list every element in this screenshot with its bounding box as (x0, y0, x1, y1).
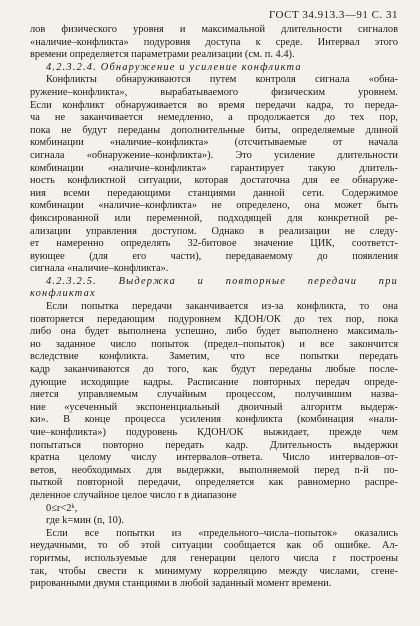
text-line: Если конфликт обнаруживается во время передачи кадра, то переда- (30, 99, 398, 111)
text-line: 4.2.3.2.5. Выдержка и повторные передачи при (46, 275, 398, 287)
text-line: фиксированной или переменной, подходящей для конкретной ре- (30, 212, 398, 224)
text-line: сигнала «наличие–конфликта». (30, 263, 169, 275)
document-body (30, 24, 398, 591)
text-line: Если попытка передачи заканчивается из-за конфликта, то она (46, 301, 398, 313)
text-line: ружение–конфликта», вырабатываемого физическим уровнем. (30, 86, 398, 98)
text-line: ет намеренно определять 32-битовое значение ЦИК, соответст- (30, 238, 398, 250)
text-line: времени определяется параметрами реализации (см. п. 4.4). (30, 49, 295, 61)
text-line: деленное случайное целое число r в диапазоне (30, 489, 237, 501)
text-line: ния всеми передающими станциями данной сети. Содержимое (30, 187, 398, 199)
text-line: ность конфликтной ситуации, которая достаточна для ее обнаруже- (30, 175, 398, 187)
text-line: ляется управляемым случайным процессом, получившим назва- (30, 389, 398, 401)
text-line: кадр заканчиваются до того, как будут переданы любые после- (30, 364, 398, 376)
text-line: неудачными, то об этой ситуации сообщается как об ошибке. Ал- (30, 540, 398, 552)
text-line: либо она будет выполнена успешно, либо будет выполнено максималь- (30, 326, 398, 338)
text-line: Конфликты обнаруживаются путем контроля сигнала «обна- (46, 74, 398, 86)
text-line: комбинации «наличие–конфликта» не определено, она может быть (30, 200, 398, 212)
text-line: ча не заканчивается немедленно, а продолжается до тех пор, (30, 112, 398, 124)
text-line: пыткой повторной передачи, определяется как равномерно распре- (30, 477, 398, 489)
text-line: комбинации «наличие–конфликта» гарантирует такую длитель- (30, 162, 398, 174)
text-line: Если все попытки из «предельного–числа–попыток» оказались (46, 527, 398, 539)
text-line: горитмы, используемые для генерации целого числа r построены (30, 552, 398, 564)
text-line: «наличие–конфликта» подуровня доступа к среде. Интервал этого (30, 36, 398, 48)
text-line: дующие исходящие кадры. Расписание повторных передач опреде- (30, 376, 398, 388)
text-line: ализации управления доступом. Однако в реализации не следу- (30, 225, 398, 237)
text-line: но заданное число попыток (предел–попыток) и все закончится (30, 338, 398, 350)
text-line: так, чтобы свести к минимуму корреляцию между числами, сгене- (30, 565, 398, 577)
text-line: пока не будут переданы дополнительные биты, определяемые длиной (30, 124, 398, 136)
text-line: ветов, необходимых для выдержки, выполняемой перед n-й по- (30, 464, 398, 476)
text-line: чие–конфликта») подуровень КДОН/ОК выжидает, прежде чем (30, 427, 398, 438)
text-line: попытаться повторно передать кадр. Длительность выдержки (30, 439, 398, 451)
text-line: комбинации «наличие–конфликта» (отсчитываемые от начала (30, 137, 398, 149)
text-line: кратна целому числу интервалов–ответа. Число интервалов–от- (30, 452, 398, 464)
text-line: где k=мин (n, 10). (46, 515, 124, 527)
text-line: вующее (для его части), передаваемому до появления (30, 250, 398, 262)
text-line: конфликтах (30, 288, 96, 300)
text-line: повторяется передающим подуровнем КДОН/ОК до тех пор, пока (30, 313, 398, 325)
text-line: 4.2.3.2.4. Обнаружение и усиление конфликта (46, 61, 302, 73)
text-line: лов физического уровня и максимальной длительности сигналов (30, 24, 398, 35)
text-line: вследствие конфликта. Заметим, что все попытки передать (30, 351, 398, 363)
text-line: 0≤r<2ᵏ, (46, 502, 78, 514)
page-header: ГОСТ 34.913.3—91 С. 31 (268, 9, 398, 21)
text-line: сигнала «обнаружение–конфликта»). Это усиление длительности (30, 149, 398, 161)
text-line: ки». В конце процесса усиления конфликта (комбинация «нали- (30, 414, 398, 426)
text-line: ние «усеченный экспоненциальный двоичный алгоритм выдерж- (30, 401, 398, 413)
text-line: рированными двумя станциями в любой заданный момент времени. (30, 578, 332, 590)
